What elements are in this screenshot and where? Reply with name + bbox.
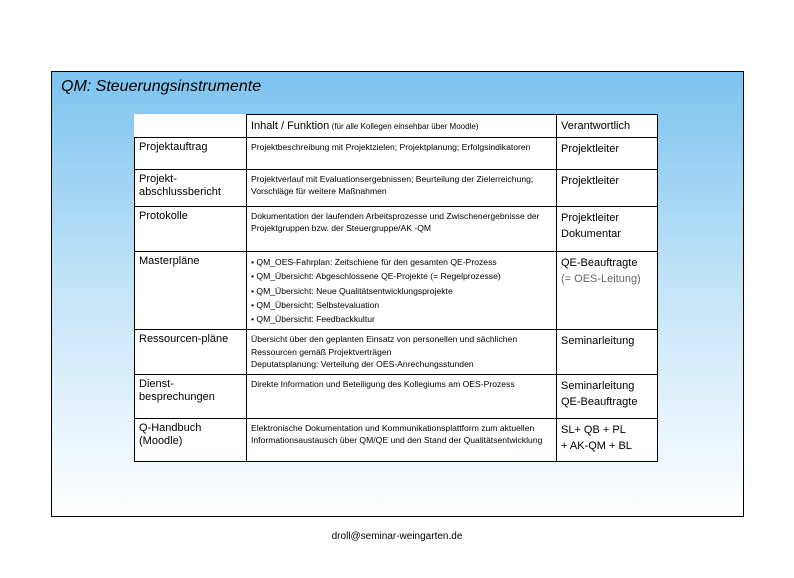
slide-frame [51,71,744,517]
row-content-line: Übersicht über den geplanten Einsatz von personellen und sächlichen Ressourcen gemäß Projektverträgen [251,334,518,357]
row-responsible [557,252,658,330]
header-empty-cell [135,115,247,138]
row-name: Dienst-besprechungen [135,375,247,419]
row-name: Masterpläne [135,252,247,330]
row-responsible [557,207,658,252]
row-content-line: Projektbeschreibung mit Projektzielen; Projektplanung; Erfolgsindikatoren [251,142,531,152]
table-row [135,375,658,419]
row-content [247,207,557,252]
bullet-item: • QM_Übersicht: Feedbackkultur [251,312,552,326]
responsible-line: QE-Beauftragte [561,257,638,269]
bullet-item: • QM_Übersicht: Selbstevaluation [251,298,552,312]
row-content-line: Projektverlauf mit Evaluationsergebnissen; Beurteilung der Zielerreichung; Vorschläge für weitere Maßnahmen [251,174,534,196]
header-responsible: Verantwortlich [557,115,658,138]
instruments-table [134,114,658,462]
row-content [247,138,557,170]
table-row [135,252,658,330]
row-name: Protokolle [135,207,247,252]
row-responsible [557,375,658,419]
row-content [247,330,557,375]
row-name: Ressourcen-pläne [135,330,247,375]
table-row [135,419,658,462]
table-row [135,330,658,375]
row-content [247,419,557,462]
row-responsible [557,170,658,207]
responsible-line: Dokumentar [561,228,621,240]
responsible-line: SL+ QB + PL [561,424,626,437]
table-row [135,207,658,252]
header-content-note: (für alle Kollegen einsehbar über Moodle) [331,121,479,131]
row-content-line: Deputatsplanung: Verteilung der OES-Anrechungsstunden [251,359,474,370]
responsible-line: QE-Beauftragte [561,396,638,409]
row-content [247,375,557,419]
slide-title: QM: Steuerungsinstrumente [61,78,262,95]
responsible-line: Seminarleitung [561,380,635,393]
row-responsible [557,138,658,170]
row-responsible [557,419,658,462]
responsible-line: Seminarleitung [561,335,635,348]
row-content-line: Direkte Information und Beteiligung des Kollegiums am OES-Prozess [251,379,515,390]
row-content-line: Elektronische Dokumentation und Kommunikationsplattform zum aktuellen Informationsaustausch über QM/QE und den Stand der Qualitätsentwicklung [251,423,543,446]
row-name: Projekt-abschlussbericht [135,170,247,207]
bullet-item: • QM_OES-Fahrplan: Zeitschiene für den gesamten QE-Prozess [251,255,552,269]
header-content [247,115,557,138]
row-content [247,170,557,207]
row-content-line: Dokumentation der laufenden Arbeitsprozesse und Zwischenergebnisse der Projektgruppen bzw. der Steuergruppe/AK -QM [251,211,540,233]
responsible-line: + AK-QM + BL [561,440,632,453]
responsible-line: Projektleiter [561,175,620,187]
bullet-item: • QM_Übersicht: Abgeschlossene QE-Projekte (= Regelprozesse) [251,269,552,283]
responsible-line: Projektleiter [561,212,620,224]
responsible-note: (= OES-Leitung) [561,273,641,285]
bullet-item: • QM_Übersicht: Neue Qualitätsentwicklungsprojekte [251,284,552,298]
row-name: Projektauftrag [135,138,247,170]
row-responsible [557,330,658,375]
table-row [135,138,658,170]
responsible-line: Projektleiter [561,143,620,155]
table-row [135,170,658,207]
row-content [247,252,557,330]
footer-email: droll@seminar-weingarten.de [331,531,463,542]
table-header-row [135,115,658,138]
header-content-main: Inhalt / Funktion [251,119,330,132]
row-name: Q-Handbuch (Moodle) [135,419,247,462]
